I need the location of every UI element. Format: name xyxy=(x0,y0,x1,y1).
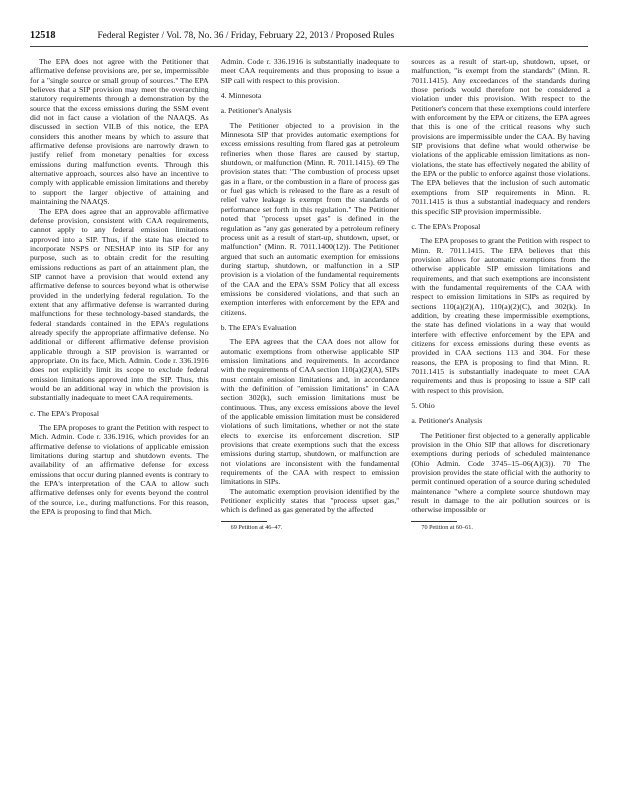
section-heading: c. The EPA's Proposal xyxy=(411,221,481,231)
page-number: 12518 xyxy=(30,30,56,41)
paragraph: The automatic exemption provision identified by the Petitioner explicitly states that "process upset gas," which is defined as gas generated by the affected xyxy=(220,486,400,515)
footnote: 70 Petition at 60–61. xyxy=(421,523,473,531)
section-heading: a. Petitioner's Analysis xyxy=(411,416,483,426)
paragraph: The Petitioner objected to a provision in the Minnesota SIP that provides automatic exemptions for excess emissions resulting from flared gas at petroleum refineries when those flares are caused by startup, shutdown, or malfunction (Minn. R. 7011.1415). 69 The provision states that: "The combustion of process upset gas in a flare, or the combustion in a flare of process gas or fuel gas which is released to the flare as a result of relief valve leakage is exempt from the standards of performance set forth in this regulation." The Petitioner noted that "process upset gas" is defined in the regulation as "any gas generated by a petroleum refinery process unit as a result of start-up, shutdown, upset, or malfunction" (Minn. R. 7011.1400(12)). The Petitioner argued that such an automatic exemption for emissions during startup, shutdown, or malfunction in a SIP provision is a violation of the fundamental requirements of the CAA and the EPA's SSM Policy that all excess emissions be considered violations, and that such an exemption interferes with enforcement by the EPA and citizens. xyxy=(220,120,400,317)
text-columns xyxy=(30,57,590,772)
column-1 xyxy=(30,57,209,772)
paragraph: The EPA proposes to grant the Petition with respect to Mich. Admin. Code r. 336.1916, which provides for an affirmative defense to violations of applicable emission limitations during startup and shutdown events. The availability of an affirmative defense for excess emissions that occur during planned events is contrary to the EPA's interpretation of the CAA to allow such affirmative defenses only for events beyond the control of the source, i.e., during malfunctions. For this reason, the EPA is proposing to find that Mich. xyxy=(30,423,209,517)
paragraph: Admin. Code r. 336.1916 is substantially inadequate to meet CAA requirements and thus proposing to issue a SIP call with respect to this provision. xyxy=(220,57,400,85)
paragraph: The Petitioner first objected to a generally applicable provision in the Ohio SIP that allows for discretionary exemptions during periods of scheduled maintenance (Ohio Admin. Code 3745–15–06(A)(3)). 70 The provision provides the state official with the authority to permit continued operation of a source during scheduled maintenance "where a complete source shutdown may result in damage to the air pollution sources or is otherwise impossible or xyxy=(411,430,591,515)
paragraph: The EPA agrees that the CAA does not allow for automatic exemptions from otherwise applicable SIP emission limitations and requirements. In accordance with the requirements of CAA section 110(a)(2)(A), SIPs must contain emission limitations and, in accordance with the definition of "emission limitations" in CAA section 302(k), such emission limitations must be continuous. Thus, any excess emissions above the level of the applicable emission limitation must be considered violations of such limitations, whether or not the state elects to exercise its enforcement discretion. SIP provisions that create exemptions such that the excess emissions during startup, shutdown, or malfunction are not violations are inconsistent with the fundamental requirements of the CAA with respect to emission limitations in SIPs. xyxy=(220,337,400,487)
paragraph: sources as a result of start-up, shutdown, upset, or malfunction, "is exempt from the standards" (Minn. R. 7011.1415). Any exceedances of the standards during those periods would therefore not be considered a violation under this provision. With respect to the Petitioner's concern that these exemptions could interfere with enforcement by the EPA or citizens, the EPA agrees that this is one of the critical reasons why such provisions are impermissible under the CAA. By having SIP provisions that define what would otherwise be violations of the applicable emission limitations as non-violations, the state has effectively negated the ability of the EPA or the public to enforce against those violations. The EPA believes that the inclusion of such automatic exemptions from SIP requirements in Minn. R. 7011.1415 is thus a substantial inadequacy and renders this specific SIP provision impermissible. xyxy=(411,57,591,216)
state-heading: 5. Ohio xyxy=(411,401,435,411)
section-heading: b. The EPA's Evaluation xyxy=(220,322,297,332)
paragraph: The EPA does agree that an approvable affirmative defense provision, consistent with CAA requirements, cannot apply to any federal emission limitations approved into a SIP. Thus, if the state has elected to incorporate NSPS or NESHAP into its SIP for any purpose, such as to obtain credit for the resulting emissions reductions as part of an attainment plan, the SIP cannot have a provision that would extend any affirmative defense to sources beyond what is otherwise provided in the underlying federal regulation. To the extent that any affirmative defense is warranted during malfunctions for these technology-based standards, the federal standards contained in the EPA's regulations already specify the appropriate affirmative defense. No additional or different affirmative defense provision applicable through a SIP provision is warranted or appropriate. On its face, Mich. Admin. Code r. 336.1916 does not explicitly limit its scope to exclude federal emission limitations approved into the SIP. Thus, this would be an additional way in which the provision is substantially inadequate to meet CAA requirements. xyxy=(30,206,209,403)
paragraph: The EPA does not agree with the Petitioner that affirmative defense provisions are, per se, impermissible for a "single source or small group of sources." The EPA believes that a SIP provision may meet the overarching statutory requirements through a demonstration by the source that the excess emissions during the SSM event did not in fact cause a violation of the NAAQS. As discussed in section VII.B of this notice, the EPA considers this another means by which to assure that affirmative defense provisions are narrowly drawn to justify relief from monetary penalties for excess emissions during malfunction events. Through this alternative approach, sources also have an incentive to comply with applicable emission limitations and thereby to support the larger objective of attaining and maintaining the NAAQS. xyxy=(30,57,209,207)
journal-title: Federal Register / Vol. 78, No. 36 / Friday, February 22, 2013 / Proposed Rules xyxy=(97,31,395,41)
section-heading: a. Petitioner's Analysis xyxy=(220,106,292,116)
footnote: 69 Petition at 46–47. xyxy=(230,523,283,531)
section-heading: c. The EPA's Proposal xyxy=(30,408,99,418)
footnote-rule xyxy=(221,521,267,522)
page-header xyxy=(30,30,588,47)
column-3 xyxy=(411,57,590,772)
column-2 xyxy=(221,57,400,772)
footnote-rule xyxy=(411,521,457,522)
paragraph: The EPA proposes to grant the Petition with respect to Minn. R. 7011.1415. The EPA believes that this provision allows for automatic exemptions from the otherwise applicable SIP emission limitations and requirements, and that such exemptions are inconsistent with the fundamental requirements of the CAA with respect to emission limitations in SIPs as required by sections 110(a)(2)(A), 110(a)(2)(C), and 302(k). In addition, by creating these impermissible exemptions, the state has defined violations in a way that would interfere with effective enforcement by the EPA and citizens for excess emissions during these events as provided in CAA sections 113 and 304. For these reasons, the EPA is proposing to find that Minn. R. 7011.1415 is substantially inadequate to meet CAA requirements and thus is proposing to issue a SIP call with respect to this provision. xyxy=(411,236,591,395)
state-heading: 4. Minnesota xyxy=(220,91,262,101)
